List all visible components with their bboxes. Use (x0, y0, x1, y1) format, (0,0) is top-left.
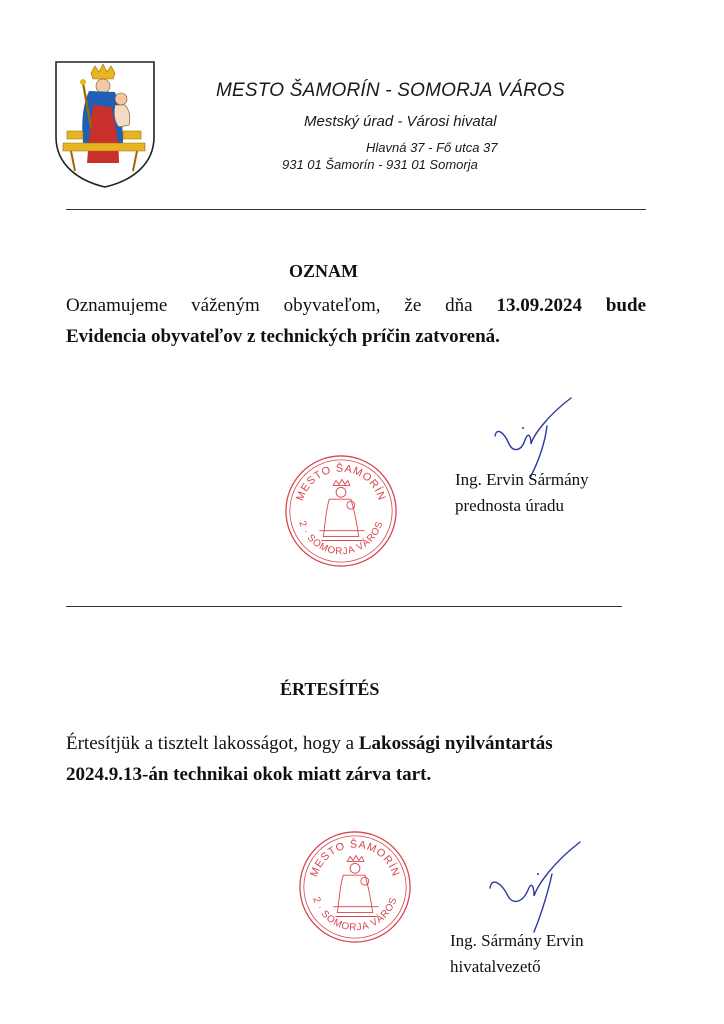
notice-text: Oznamujeme váženým obyvateľom, že dňa (66, 295, 497, 316)
notice-emphasis: Evidencia obyvateľov z technických príčin zatvorená. (66, 326, 500, 347)
signature-scribble (482, 840, 586, 934)
signature-scribble (487, 396, 577, 478)
official-stamp (282, 452, 400, 570)
notice-line-1 (66, 290, 646, 321)
notice-title-slovak: OZNAM (289, 261, 358, 281)
signatory-role: prednosta úradu (455, 496, 565, 515)
svg-text:2 · SOMORJA VÁROS: 2 · SOMORJA VÁROS (296, 519, 386, 558)
address-line-1: Hlavná 37 - Fő utca 37 (366, 140, 498, 155)
svg-text:MESTO ŠAMORÍN: MESTO ŠAMORÍN (294, 462, 388, 503)
signatory-name: Ing. Sármány Ervin (450, 931, 584, 950)
section-divider (66, 606, 622, 607)
header-divider (66, 209, 646, 210)
notice-date: 2024.9.13-án technikai okok miatt zárva tart. (66, 764, 432, 785)
notice-line-1 (66, 728, 646, 759)
address-line-2: 931 01 Šamorín - 931 01 Somorja (282, 157, 478, 172)
office-name: Mestský úrad - Városi hivatal (304, 113, 497, 130)
signatory-role: hivatalvezető (450, 957, 541, 976)
official-stamp (296, 828, 414, 946)
notice-emphasis: Lakossági nyilvántartás (358, 733, 553, 754)
notice-line-2 (66, 759, 646, 790)
notice-text: Értesítjük a tisztelt lakosságot, hogy a (66, 733, 359, 754)
svg-text:2 · SOMORJA VÁROS: 2 · SOMORJA VÁROS (310, 895, 400, 934)
city-name: MESTO ŠAMORÍN - SOMORJA VÁROS (216, 80, 565, 101)
notice-title-hungarian: ÉRTESÍTÉS (280, 679, 380, 699)
coat-of-arms-logo (53, 59, 157, 189)
notice-text-slovak (66, 290, 646, 352)
signatory-name: Ing. Ervin Sármány (455, 470, 589, 489)
svg-text:MESTO ŠAMORÍN: MESTO ŠAMORÍN (308, 838, 402, 879)
signature-block-hungarian (450, 928, 584, 980)
notice-text-hungarian (66, 728, 646, 790)
notice-line-2 (66, 321, 646, 352)
notice-date: 13.09.2024 bude (496, 295, 647, 316)
signature-block-slovak (455, 467, 589, 519)
